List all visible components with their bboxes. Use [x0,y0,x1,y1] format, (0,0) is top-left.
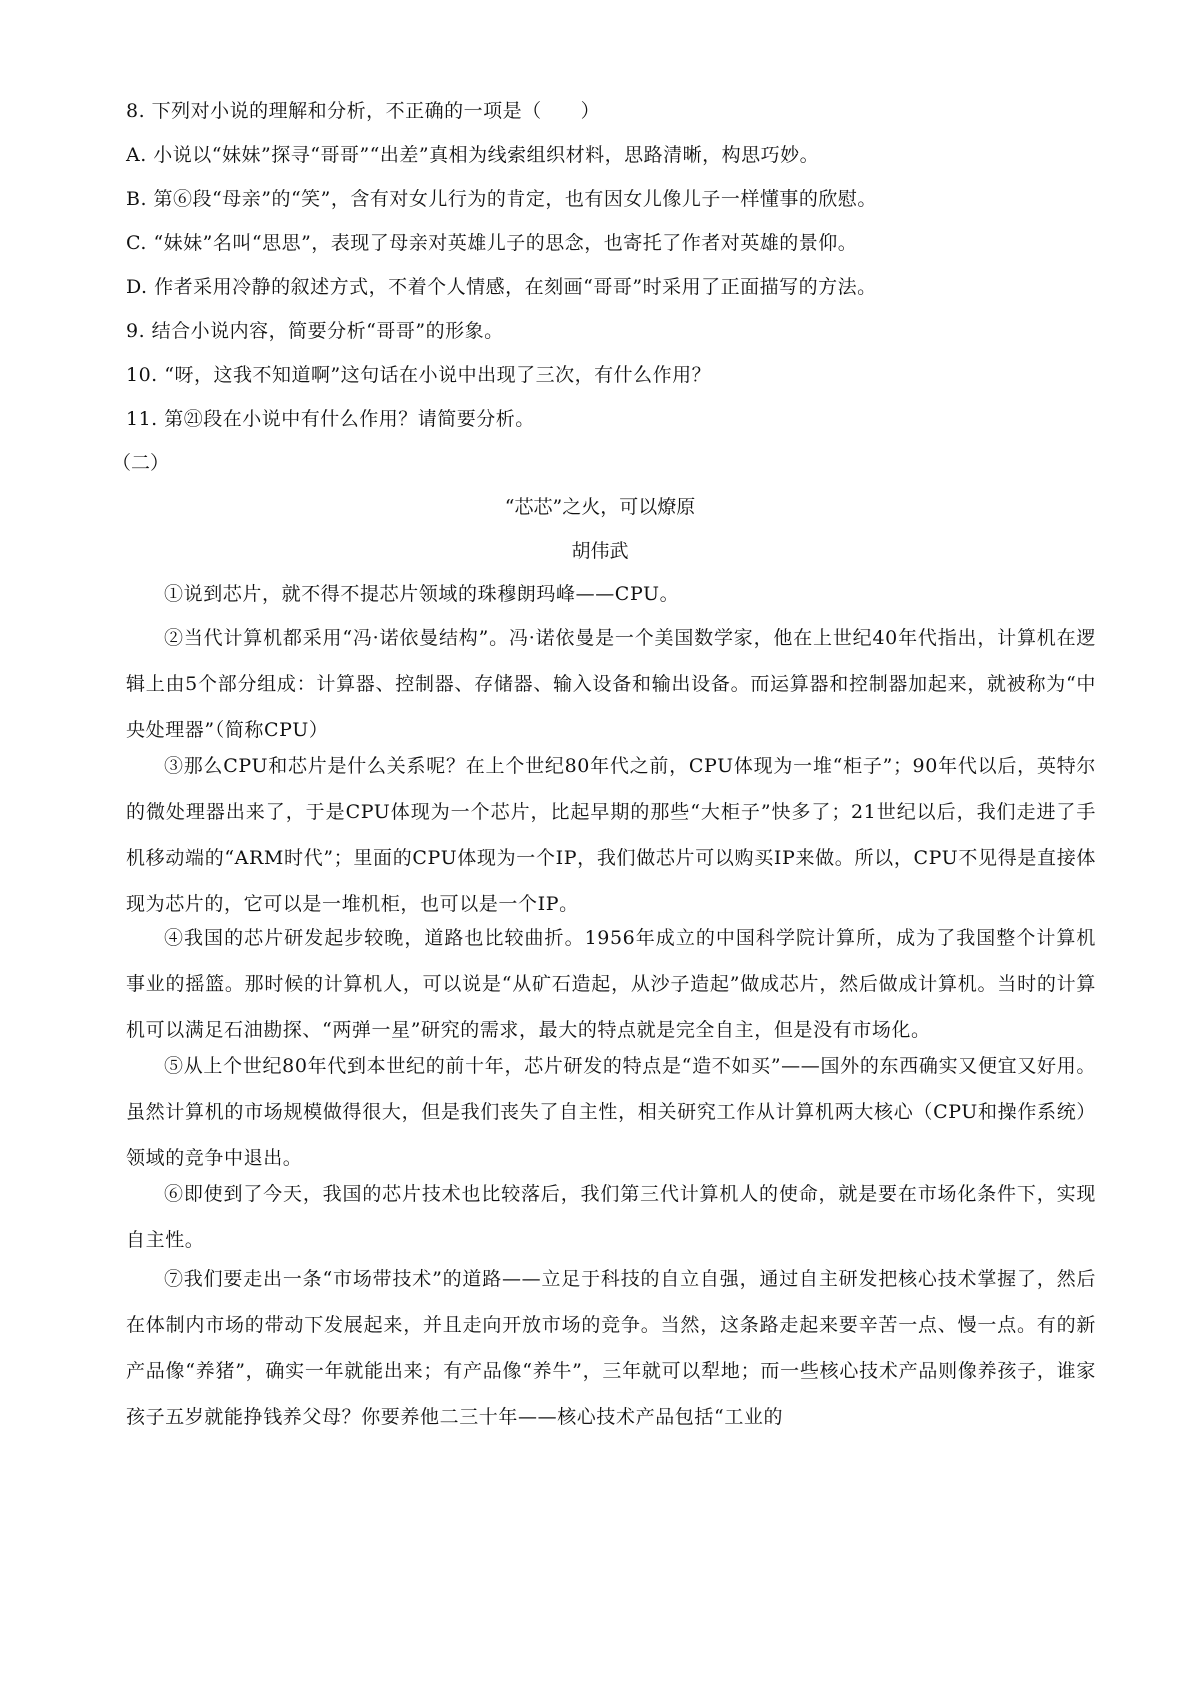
paragraph-2: ②当代计算机都采用“冯·诺依曼结构”。冯·诺依曼是一个美国数学家，他在上世纪40年代指出，计算机在逻辑上由5个部分组成：计算器、控制器、存储器、输入设备和输出设备。而运算器和控制器加起来，就被称为“中央处理器”（简称CPU） [126,627,1096,741]
paragraph-7: ⑦我们要走出一条“市场带技术”的道路——立足于科技的自立自强，通过自主研发把核心技术掌握了，然后在体制内市场的带动下发展起来，并且走向开放市场的竞争。当然，这条路走起来要辛苦一点、慢一点。有的新产品像“养猪”，确实一年就能出来；有产品像“养牛”，三年就可以犁地；而一些核心技术产品则像养孩子，谁家孩子五岁就能挣钱养父母？你要养他二三十年——核心技术产品包括“工业的 [126,1268,1096,1428]
question-10: 10. “呀，这我不知道啊”这句话在小说中出现了三次，有什么作用？ [126,364,712,386]
question-8-option-c: C. “妹妹”名叫“思思”，表现了母亲对英雄儿子的思念，也寄托了作者对英雄的景仰。 [126,232,858,254]
article-title: “芯芯”之火，可以燎原 [504,496,696,518]
paragraph-5: ⑤从上个世纪80年代到本世纪的前十年，芯片研发的特点是“造不如买”——国外的东西确实又便宜又好用。虽然计算机的市场规模做得很大，但是我们丧失了自主性，相关研究工作从计算机两大核心（CPU和操作系统）领域的竞争中退出。 [126,1055,1096,1169]
question-9: 9. 结合小说内容，简要分析“哥哥”的形象。 [126,320,504,342]
question-8-option-a: A. 小说以“妹妹”探寻“哥哥”“出差”真相为线索组织材料，思路清晰，构思巧妙。 [126,144,820,166]
question-8: 8. 下列对小说的理解和分析，不正确的一项是（ ） [126,100,601,122]
paragraph-4: ④我国的芯片研发起步较晚，道路也比较曲折。1956年成立的中国科学院计算所，成为了我国整个计算机事业的摇篮。那时候的计算机人，可以说是“从矿石造起，从沙子造起”做成芯片，然后做成计算机。当时的计算机可以满足石油勘探、“两弹一星”研究的需求，最大的特点就是完全自主，但是没有市场化。 [126,927,1096,1041]
section-label: （二） [112,452,170,474]
paragraph-3: ③那么CPU和芯片是什么关系呢？在上个世纪80年代之前，CPU体现为一堆“柜子”；90年代以后，英特尔的微处理器出来了，于是CPU体现为一个芯片，比起早期的那些“大柜子”快多了；21世纪以后，我们走进了手机移动端的“ARM时代”；里面的CPU体现为一个IP，我们做芯片可以购买IP来做。所以，CPU不见得是直接体现为芯片的，它可以是一堆机柜，也可以是一个IP。 [126,755,1096,915]
paragraph-1: ①说到芯片，就不得不提芯片领域的珠穆朗玛峰——CPU。 [164,583,680,605]
question-11: 11. 第㉑段在小说中有什么作用？请简要分析。 [126,408,535,430]
paragraph-6: ⑥即使到了今天，我国的芯片技术也比较落后，我们第三代计算机人的使命，就是要在市场化条件下，实现自主性。 [126,1183,1096,1251]
question-8-option-d: D. 作者采用冷静的叙述方式，不着个人情感，在刻画“哥哥”时采用了正面描写的方法。 [126,276,877,298]
question-8-option-b: B. 第⑥段“母亲”的“笑”，含有对女儿行为的肯定，也有因女儿像儿子一样懂事的欣慰。 [126,188,877,210]
article-author: 胡伟武 [571,540,629,562]
